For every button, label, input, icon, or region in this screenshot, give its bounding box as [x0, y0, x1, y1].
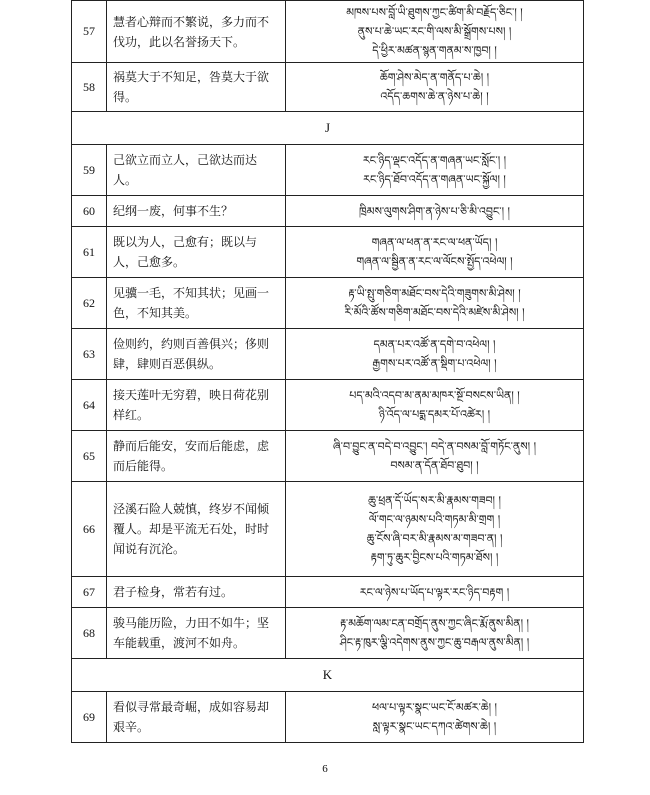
table-row — [72, 692, 584, 743]
section-letter-row — [72, 112, 584, 145]
tibetan-line: རྒྱགས་པར་འཚོ་ན་སྡིག་པ་འཕེལ། ། — [372, 357, 497, 370]
tibetan-line: ཆོག་ཤེས་མེད་ན་གནོད་པ་ཆེ། ། — [379, 71, 490, 84]
chinese-proverb: 见骥一毛，不知其状；见画一色，不知其美。 — [107, 278, 286, 329]
tibetan-line: ཞི་བ་བྱུང་ན་བདེ་བ་འབྱུང་། བདེ་ན་བསམ་བློ་གཏོང་ནུས། ། — [332, 440, 537, 453]
tibetan-line: རྟ་ཡི་སྤུ་གཅིག་མཐོང་བས་དེའི་གཟུགས་མི་ཤེས། ། — [348, 287, 521, 300]
tibetan-translation — [286, 692, 584, 743]
tibetan-translation — [286, 227, 584, 278]
entry-number: 57 — [72, 1, 107, 63]
chinese-proverb: 祸莫大于不知足，咎莫大于欲得。 — [107, 63, 286, 112]
tibetan-translation — [286, 577, 584, 608]
chinese-proverb: 纪纲一废，何事不生？ — [107, 196, 286, 227]
tibetan-line: ཆུ་ཕྲན་དོ་ཡོད་སར་མི་རྣམས་གཟབ། ། — [368, 494, 501, 507]
tibetan-translation — [286, 145, 584, 196]
tibetan-line: ཆུ་ངོས་ཞི་བར་མི་རྣམས་མ་གཟབ་ན། ། — [366, 532, 503, 545]
tibetan-line: རྟ་མཆོག་ལམ་ངན་བགྲོད་ནུས་ཀྱང་ཞིང་རྨོ་ནུས་མིན། ། — [340, 617, 529, 630]
tibetan-translation — [286, 196, 584, 227]
tibetan-translation — [286, 63, 584, 112]
chinese-proverb: 静而后能安，安而后能虑，虑而后能得。 — [107, 431, 286, 482]
entry-number: 66 — [72, 482, 107, 577]
tibetan-translation — [286, 482, 584, 577]
tibetan-line: མཁས་པས་བློ་ཡི་ཐུགས་ཀྱང་ཚིག་མི་བརྗོད་ཅིང་། ། — [346, 6, 523, 19]
tibetan-line: ཁྲིམས་ལུགས་ཤིག་ན་ཉེས་པ་ཅི་མི་འབྱུང་། ། — [359, 204, 510, 218]
table-row — [72, 482, 584, 577]
table-row — [72, 431, 584, 482]
table-row — [72, 1, 584, 63]
tibetan-line: སླ་ལྟར་སྣང་ཡང་དཀའ་ཚེགས་ཆེ། ། — [372, 720, 497, 733]
entry-number: 58 — [72, 63, 107, 112]
chinese-proverb: 慧者心辩而不繁说，多力而不伐功，此以名誉扬天下。 — [107, 1, 286, 63]
chinese-proverb: 俭则约，约则百善俱兴；侈则肆，肆则百恶俱纵。 — [107, 329, 286, 380]
table-row — [72, 227, 584, 278]
chinese-proverb: 泾溪石险人兢慎，终岁不闻倾覆人。却是平流无石处，时时闻说有沉沦。 — [107, 482, 286, 577]
tibetan-translation — [286, 329, 584, 380]
tibetan-translation — [286, 1, 584, 63]
table-row — [72, 145, 584, 196]
tibetan-line: ནུས་པ་ཆེ་ཡང་རང་གི་ལས་མི་སྒྲོགས་པས། ། — [357, 25, 512, 38]
entry-number: 67 — [72, 577, 107, 608]
tibetan-line: ཉི་འོད་ལ་པདྨ་དམར་པོ་འཚེར། ། — [378, 408, 491, 421]
chinese-proverb: 看似寻常最奇崛，成如容易却艰辛。 — [107, 692, 286, 743]
table-row — [72, 278, 584, 329]
table-row — [72, 329, 584, 380]
tibetan-translation — [286, 278, 584, 329]
tibetan-line: འདོད་ཆགས་ཆེ་ན་ཉེས་པ་ཆེ། ། — [380, 90, 489, 103]
section-letter: K — [72, 659, 584, 692]
tibetan-line: ལོ་གང་ལ་ཉམས་པའི་གཏམ་མི་གྲག ། — [368, 513, 501, 526]
chinese-proverb: 既以为人，己愈有；既以与人，己愈多。 — [107, 227, 286, 278]
table-row — [72, 577, 584, 608]
table-row — [72, 63, 584, 112]
entry-number: 69 — [72, 692, 107, 743]
tibetan-line: རང་ཉིད་ཐོབ་འདོད་ན་གཞན་ཡང་སྐྱོལ། ། — [363, 173, 506, 186]
tibetan-translation — [286, 608, 584, 659]
tibetan-line: པད་མའི་འདབ་མ་ནམ་མཁར་སྔོ་བསངས་ཡིན། ། — [349, 389, 520, 402]
tibetan-line: རང་ཉིད་ལྡང་འདོད་ན་གཞན་ཡང་སློང་། ། — [362, 154, 507, 167]
chinese-proverb: 己欲立而立人，己欲达而达人。 — [107, 145, 286, 196]
tibetan-line: རང་ལ་ཉེས་པ་ཡོད་པ་ལྟར་རང་ཉིད་བརྟག ། — [359, 585, 510, 599]
table-row — [72, 608, 584, 659]
proverb-table-body — [72, 1, 584, 743]
tibetan-line: གཞན་ལ་ཕན་ན་རང་ལ་ཕན་ཡོད། ། — [371, 236, 498, 249]
entry-number: 60 — [72, 196, 107, 227]
entry-number: 62 — [72, 278, 107, 329]
tibetan-line: ཤིང་རྟ་ཁུར་ལྕི་འདེགས་ནུས་ཀྱང་ཆུ་བརྒལ་ནུས་མིན། ། — [339, 636, 530, 649]
tibetan-line: དམན་པར་འཚོ་ན་དགེ་བ་འཕེལ། ། — [373, 338, 496, 351]
tibetan-line: རྟག་ཏུ་ཆུར་བྱིངས་པའི་གཏམ་ཐོས། ། — [370, 551, 499, 564]
section-letter: J — [72, 112, 584, 145]
entry-number: 68 — [72, 608, 107, 659]
chinese-proverb: 接天莲叶无穷碧，映日荷花别样红。 — [107, 380, 286, 431]
tibetan-line: དེ་ཕྱིར་མཚན་སྙན་གནམ་ས་ཁྱབ། ། — [372, 44, 497, 57]
table-row — [72, 380, 584, 431]
tibetan-translation — [286, 431, 584, 482]
tibetan-translation — [286, 380, 584, 431]
entry-number: 59 — [72, 145, 107, 196]
tibetan-line: རི་མོའི་ཚོས་གཅིག་མཐོང་བས་དེའི་མཛེས་མི་ཤེས། ། — [344, 306, 525, 319]
tibetan-line: བསམ་ན་དོན་ཐོབ་ཐུབ། ། — [390, 459, 479, 472]
table-row — [72, 196, 584, 227]
chinese-proverb: 骏马能历险，力田不如牛；坚车能载重，渡河不如舟。 — [107, 608, 286, 659]
page-number: 6 — [322, 763, 328, 775]
entry-number: 63 — [72, 329, 107, 380]
proverb-table — [71, 0, 584, 743]
entry-number: 64 — [72, 380, 107, 431]
section-letter-row — [72, 659, 584, 692]
entry-number: 65 — [72, 431, 107, 482]
chinese-proverb: 君子检身，常若有过。 — [107, 577, 286, 608]
entry-number: 61 — [72, 227, 107, 278]
tibetan-line: ཕལ་པ་ལྟར་སྣང་ཡང་ངོ་མཚར་ཆེ། ། — [372, 701, 497, 714]
tibetan-line: གཞན་ལ་སྦྱིན་ན་རང་ལ་ལོངས་སྤྱོད་འཕེལ། ། — [356, 255, 513, 268]
